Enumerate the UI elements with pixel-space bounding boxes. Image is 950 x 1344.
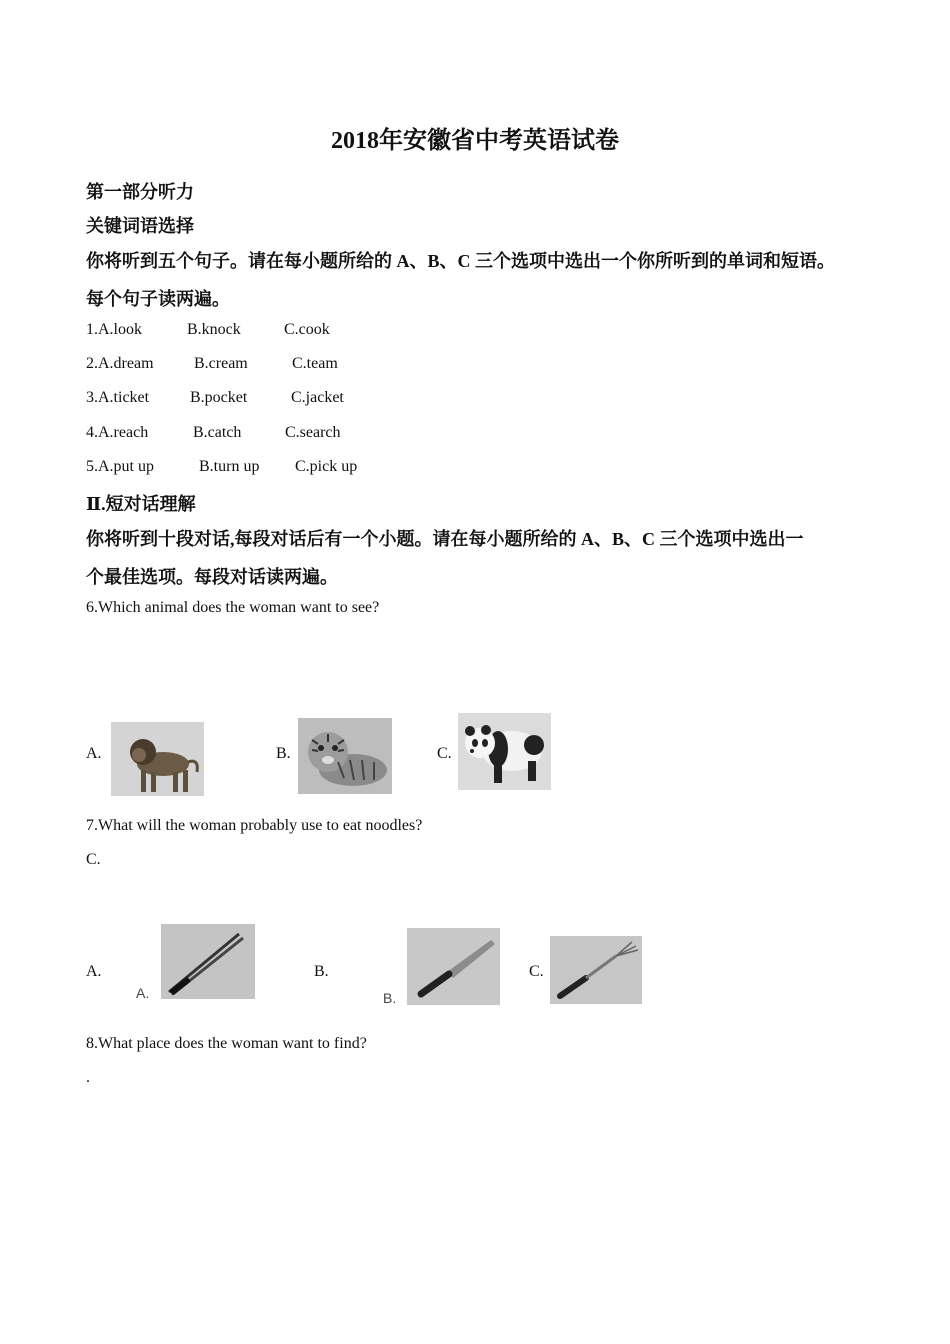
option-label-c: C. xyxy=(437,745,452,762)
question-text: 7.What will the woman probably use to eat noodles? xyxy=(86,817,423,834)
option-b: B.cream xyxy=(194,355,248,372)
option-label-c: C. xyxy=(529,963,544,980)
section-title: 关键词语选择 xyxy=(86,216,194,236)
instruction-line: 你将听到十段对话,每段对话后有一个小题。请在每小题所给的 A、B、C 三个选项中选出一 xyxy=(86,529,804,549)
panda-image xyxy=(458,713,551,790)
option-a: 5.A.put up xyxy=(86,458,154,475)
stray-label: C. xyxy=(86,851,101,868)
option-c: C.pick up xyxy=(295,458,358,475)
option-a: 3.A.ticket xyxy=(86,389,150,406)
image-letter: B. xyxy=(383,990,397,1006)
option-a: 2.A.dream xyxy=(86,355,154,372)
image-letter: A. xyxy=(136,985,150,1001)
fork-image xyxy=(550,936,642,1004)
knife-image xyxy=(407,928,500,1005)
question-text: 8.What place does the woman want to find? xyxy=(86,1035,367,1052)
option-c: C.team xyxy=(292,355,338,372)
option-a: 1.A.look xyxy=(86,321,142,338)
lion-image xyxy=(111,722,204,796)
chopsticks-image xyxy=(161,924,255,999)
instruction-line: 你将听到五个句子。请在每小题所给的 A、B、C 三个选项中选出一个你所听到的单词和短语。 xyxy=(86,251,835,271)
option-c: C.cook xyxy=(284,321,330,338)
option-c: C.search xyxy=(285,424,341,441)
page-title: 2018年安徽省中考英语试卷 xyxy=(331,128,619,154)
section-title: Ⅱ.短对话理解 xyxy=(86,494,196,514)
option-b: B.turn up xyxy=(199,458,260,475)
option-b: B.catch xyxy=(193,424,242,441)
option-label-b: B. xyxy=(276,745,291,762)
option-c: C.jacket xyxy=(291,389,344,406)
instruction-line: 个最佳选项。每段对话读两遍。 xyxy=(86,567,338,587)
option-label-b: B. xyxy=(314,963,329,980)
option-b: B.knock xyxy=(187,321,241,338)
tiger-image xyxy=(298,718,392,794)
part-heading: 第一部分听力 xyxy=(86,182,194,202)
option-a: 4.A.reach xyxy=(86,424,149,441)
option-label-a: A. xyxy=(86,745,102,762)
option-b: B.pocket xyxy=(190,389,248,406)
instruction-line: 每个句子读两遍。 xyxy=(86,289,230,309)
question-text: 6.Which animal does the woman want to see? xyxy=(86,599,380,616)
stray-dot: . xyxy=(86,1069,90,1086)
option-label-a: A. xyxy=(86,963,102,980)
